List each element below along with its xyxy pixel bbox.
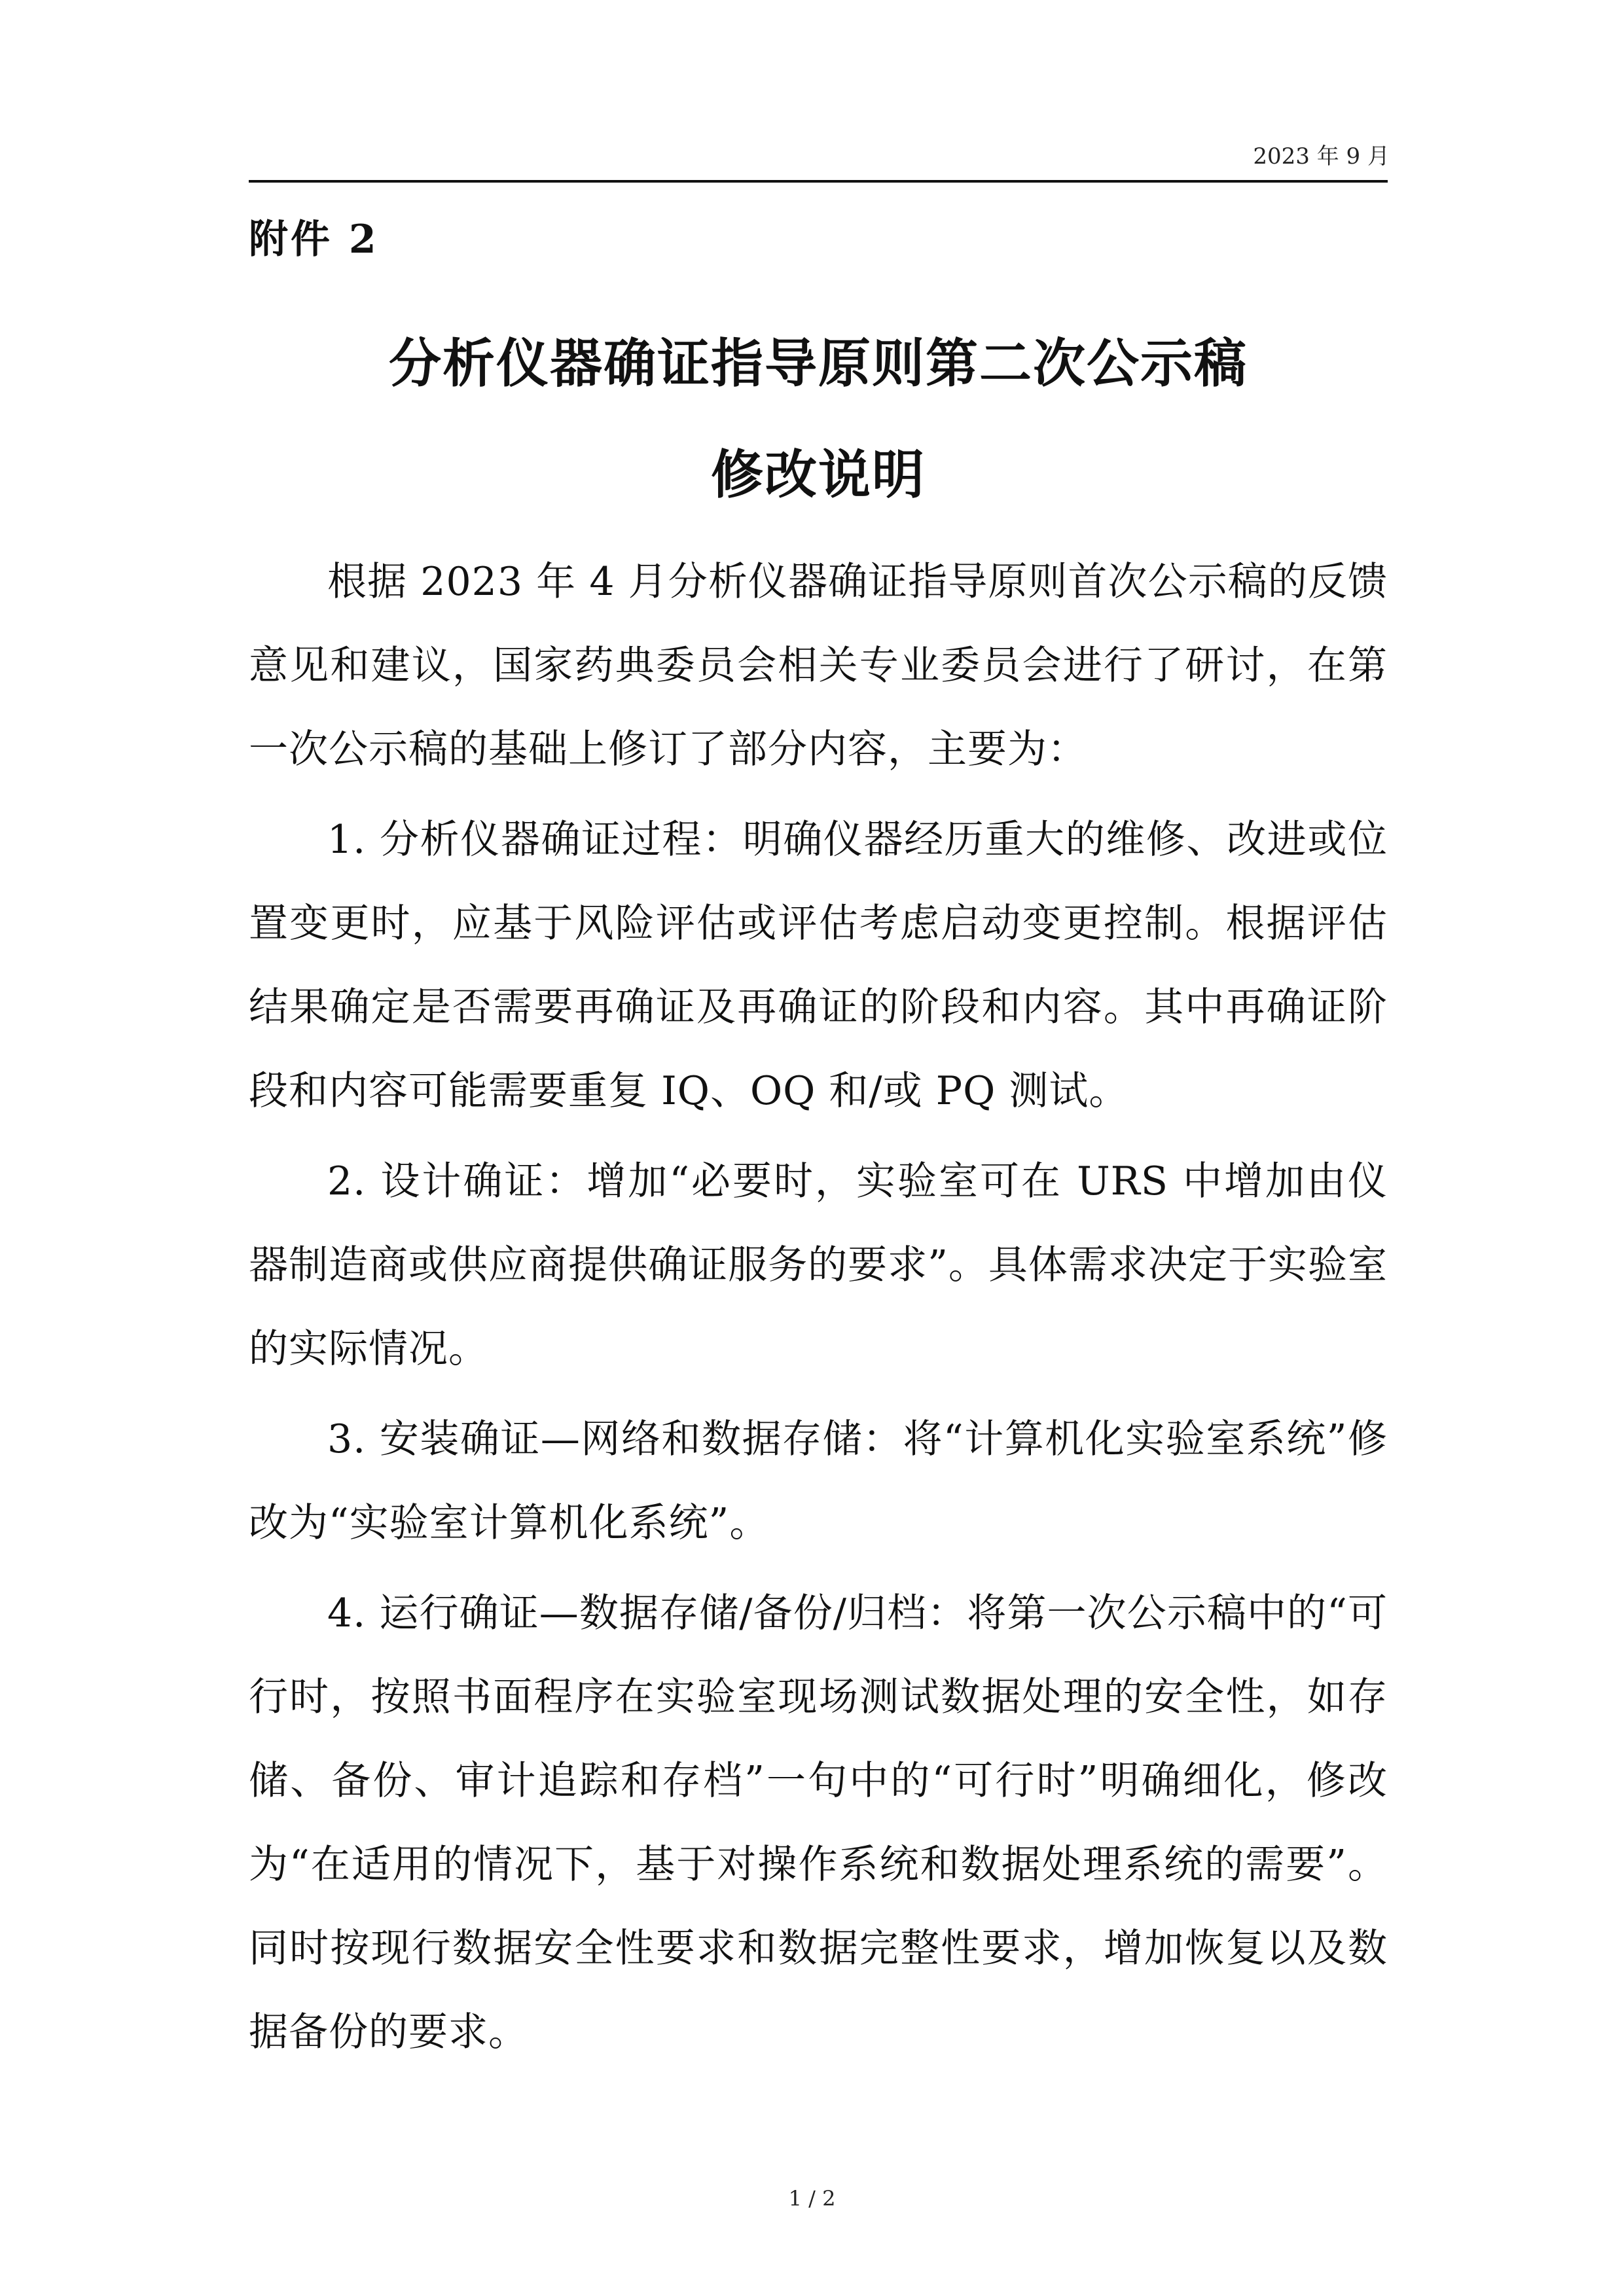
item-2-paragraph: 2. 设计确证：增加“必要时，实验室可在 URS 中增加由仪器制造商或供应商提供确证服务的要求”。具体需求决定于实验室的实际情况。	[249, 1158, 1388, 1372]
header-date: 2023 年 9 月	[1253, 143, 1390, 170]
attachment-label: 附件 2	[249, 217, 379, 262]
header-divider	[249, 180, 1388, 183]
document-title-line-2: 修改说明	[711, 444, 926, 505]
item-1-paragraph: 1. 分析仪器确证过程：明确仪器经历重大的维修、改进或位置变更时，应基于风险评估或评估考虑启动变更控制。根据评估结果确定是否需要再确证及再确证的阶段和内容。其中再确证阶段和内容可能需要重复 IQ、OQ 和/或 PQ 测试。	[249, 817, 1388, 1114]
item-4-paragraph: 4. 运行确证—数据存储/备份/归档：将第一次公示稿中的“可行时，按照书面程序在实验室现场测试数据处理的安全性，如存储、备份、审计追踪和存档”一句中的“可行时”明确细化，修改为“在适用的情况下，基于对操作系统和数据处理系统的需要”。同时按现行数据安全性要求和数据完整性要求，增加恢复以及数据备份的要求。	[249, 1590, 1388, 2055]
document-title	[249, 308, 1388, 530]
intro-paragraph: 根据 2023 年 4 月分析仪器确证指导原则首次公示稿的反馈意见和建议，国家药典委员会相关专业委员会进行了研讨，在第一次公示稿的基础上修订了部分内容，主要为：	[249, 559, 1388, 772]
page-number: 1 / 2	[788, 2186, 836, 2211]
document-body	[249, 540, 1388, 2081]
document-title-line-1: 分析仪器确证指导原则第二次公示稿	[389, 332, 1248, 394]
item-3-paragraph: 3. 安装确证—网络和数据存储：将“计算机化实验室系统”修改为“实验室计算机化系统”。	[249, 1416, 1388, 1546]
